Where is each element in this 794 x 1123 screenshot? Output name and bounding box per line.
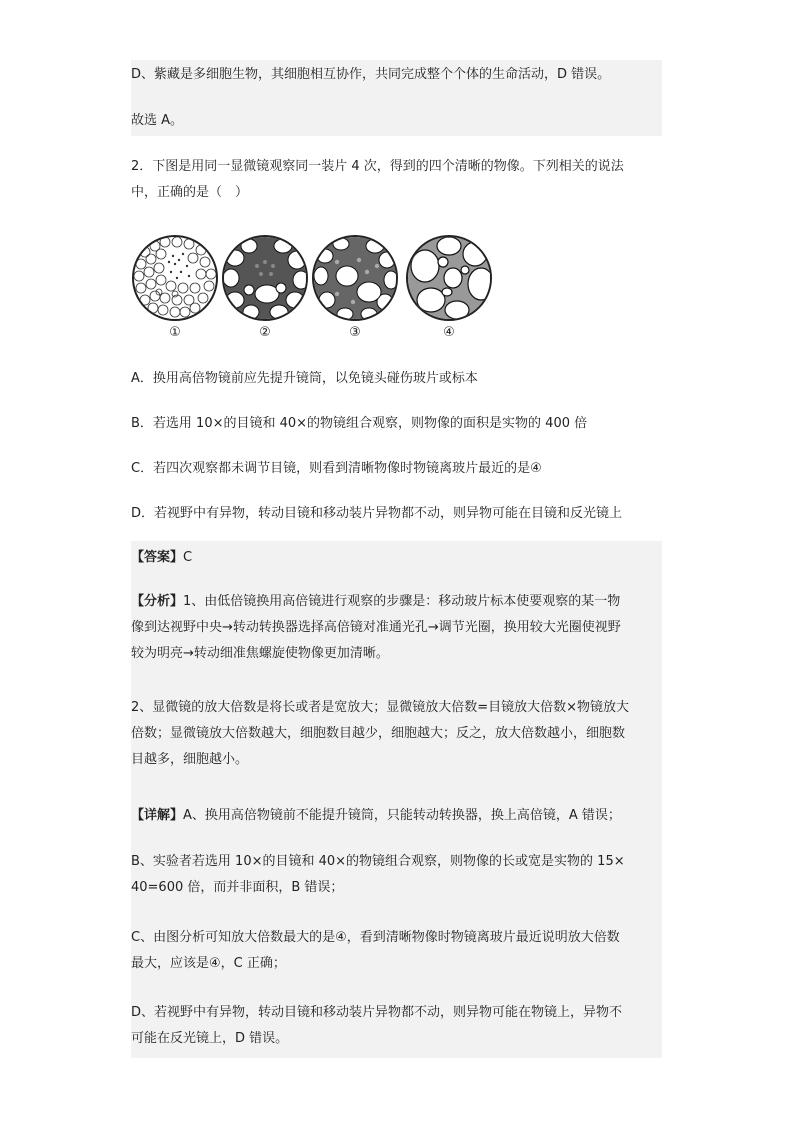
detail-d — [131, 1000, 662, 1052]
view-2 — [221, 236, 311, 322]
answer-value: C — [183, 550, 193, 565]
option-a: A．换用高倍物镜前应先提升镜筒，以免镜头碰伤玻片或标本 — [131, 371, 478, 386]
question-line-1: 2．下图是用同一显微镜观察同一装片 4 次，得到的四个清晰的物像。下列相关的说法 — [131, 159, 624, 174]
analysis-section-2 — [131, 695, 662, 773]
detail-b-line-2: 40=600 倍，而并非面积，B 错误； — [131, 880, 344, 895]
option-c: C．若四次观察都未调节目镜，则看到清晰物像时物镜离玻片最近的是④ — [131, 461, 542, 476]
analysis-section — [131, 589, 662, 667]
analysis-2-line-2: 倍数；显微镜放大倍数越大，细胞数目越少，细胞越大；反之，放大倍数越小，细胞数 — [131, 726, 626, 741]
analysis-text-1: 1、由低倍镜换用高倍镜进行观察的步骤是：移动玻片标本使要观察的某一物 — [183, 594, 621, 609]
answer-block — [131, 541, 662, 1058]
option-d: D．若视野中有异物，转动目镜和移动装片异物都不动，则异物可能在目镜和反光镜上 — [131, 506, 623, 521]
microscope-figure — [131, 232, 511, 344]
microscope-views-svg — [131, 232, 511, 344]
prev-choose: 故选 A。 — [131, 113, 184, 128]
figure-label-4: ④ — [443, 325, 455, 340]
detail-d-line-2: 可能在反光镜上，D 错误。 — [131, 1031, 289, 1046]
analysis-2-line-1: 2、显微镜的放大倍数是将长或者是宽放大；显微镜放大倍数=目镜放大倍数×物镜放大 — [131, 700, 630, 715]
prev-option-d: D、紫藏是多细胞生物，其细胞相互协作，共同完成整个个体的生命活动，D 错误。 — [131, 67, 611, 82]
detail-a-text: A、换用高倍物镜前不能提升镜筒，只能转动转换器，换上高倍镜，A 错误； — [183, 808, 621, 823]
view-4 — [405, 236, 495, 322]
detail-a — [131, 803, 621, 829]
analysis-line-2: 像到达视野中央→转动转换器选择高倍镜对准通光孔→调节光圈，换用较大光圈使视野 — [131, 620, 621, 635]
analysis-line-1 — [131, 589, 662, 615]
answer-line — [131, 545, 192, 571]
analysis-2-line-3: 目越多，细胞越小。 — [131, 752, 249, 767]
figure-label-2: ② — [259, 325, 271, 340]
question-line-2: 中，正确的是（ ） — [131, 185, 249, 200]
detail-label: 【详解】 — [131, 808, 184, 823]
view-1 — [133, 236, 217, 320]
prev-answer-block — [131, 60, 662, 136]
analysis-line-3: 较为明亮→转动细准焦螺旋使物像更加清晰。 — [131, 646, 389, 661]
detail-c — [131, 925, 662, 977]
view-3 — [311, 236, 401, 322]
detail-b — [131, 849, 662, 901]
option-b: B．若选用 10×的目镜和 40×的物镜组合观察，则物像的面积是实物的 400 倍 — [131, 416, 588, 431]
detail-c-line-2: 最大，应该是④，C 正确； — [131, 956, 286, 971]
detail-b-line-1: B、实验者若选用 10×的目镜和 40×的物镜组合观察，则物像的长或宽是实物的 15× — [131, 854, 625, 869]
question-stem — [131, 154, 662, 206]
analysis-label: 【分析】 — [131, 594, 184, 609]
detail-c-line-1: C、由图分析可知放大倍数最大的是④，看到清晰物像时物镜离玻片最近说明放大倍数 — [131, 930, 620, 945]
answer-label: 【答案】 — [131, 550, 184, 565]
figure-label-1: ① — [169, 325, 181, 340]
figure-label-3: ③ — [349, 325, 361, 340]
detail-d-line-1: D、若视野中有异物，转动目镜和移动装片异物都不动，则异物可能在物镜上，异物不 — [131, 1005, 623, 1020]
